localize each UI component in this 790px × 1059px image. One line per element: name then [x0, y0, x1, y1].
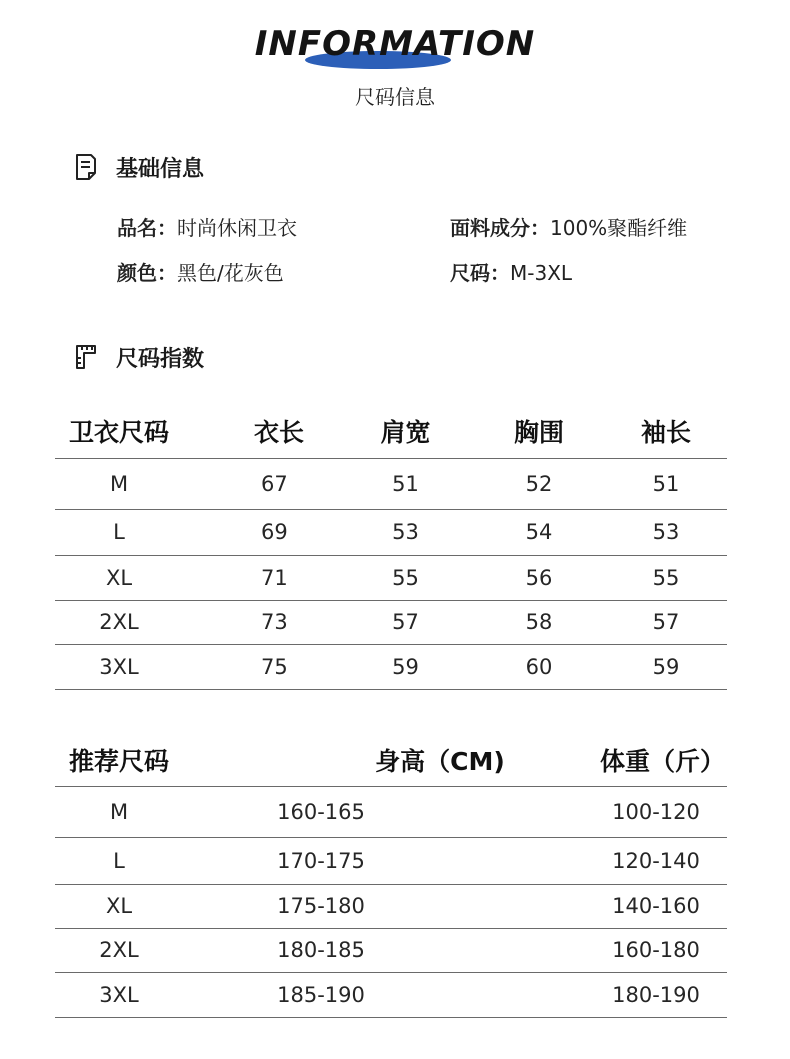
ruler-icon [74, 343, 98, 371]
table-row [55, 884, 727, 928]
table-cell: 73 [183, 600, 338, 644]
table-cell: 71 [183, 555, 338, 600]
size-table [55, 405, 727, 690]
section-basic-info [74, 151, 204, 183]
column-header: 身高（CM) [183, 734, 579, 786]
table-cell: 55 [605, 555, 727, 600]
size-range-key: 尺码： [450, 261, 510, 285]
table-row [55, 972, 727, 1017]
table-cell: 180-190 [579, 972, 727, 1017]
table-cell: 160-165 [183, 786, 579, 837]
section-heading: 基础信息 [116, 156, 205, 182]
material-value: 100%聚酯纤维 [550, 216, 688, 240]
table-cell: 51 [605, 458, 727, 509]
size-range-row [450, 257, 572, 286]
table-cell: 59 [338, 644, 473, 689]
column-header: 推荐尺码 [55, 734, 183, 786]
size-range-value: M-3XL [510, 261, 573, 285]
table-row [55, 644, 727, 689]
table-cell: 54 [473, 509, 605, 555]
table-cell: 56 [473, 555, 605, 600]
table-row [55, 837, 727, 884]
table-cell: 60 [473, 644, 605, 689]
table-cell: 59 [605, 644, 727, 689]
table-cell: 2XL [55, 928, 183, 972]
table-cell: 67 [183, 458, 338, 509]
color-row [117, 257, 284, 286]
page-header [0, 0, 790, 120]
table-cell: 175-180 [183, 884, 579, 928]
table-cell: 120-140 [579, 837, 727, 884]
document-icon [74, 153, 98, 181]
table-cell: 52 [473, 458, 605, 509]
table-cell: 180-185 [183, 928, 579, 972]
table-row [55, 458, 727, 509]
material-key: 面料成分： [450, 216, 550, 240]
table-cell: 55 [338, 555, 473, 600]
column-header: 衣长 [183, 405, 338, 458]
table-cell: 100-120 [579, 786, 727, 837]
product-name-value: 时尚休闲卫衣 [177, 216, 297, 240]
page-subtitle: 尺码信息 [355, 85, 435, 109]
table-row [55, 786, 727, 837]
table-header-row [55, 405, 727, 458]
table-cell: M [55, 786, 183, 837]
section-size-index [74, 341, 204, 373]
table-cell: 57 [605, 600, 727, 644]
table-cell: XL [55, 555, 183, 600]
page-title: INFORMATION [254, 24, 536, 64]
section-heading: 尺码指数 [116, 346, 205, 372]
material-row [450, 212, 687, 241]
color-value: 黑色/花灰色 [177, 261, 284, 285]
table-cell: 170-175 [183, 837, 579, 884]
table-cell: L [55, 837, 183, 884]
column-header: 袖长 [605, 405, 727, 458]
table-cell: 57 [338, 600, 473, 644]
table-cell: 51 [338, 458, 473, 509]
table-cell: 3XL [55, 644, 183, 689]
table-row [55, 600, 727, 644]
table-cell: 2XL [55, 600, 183, 644]
table-cell: M [55, 458, 183, 509]
product-name-key: 品名： [117, 216, 177, 240]
table-cell: L [55, 509, 183, 555]
table-cell: XL [55, 884, 183, 928]
product-name-row [117, 212, 297, 241]
recommend-size-table [55, 734, 727, 1018]
table-cell: 160-180 [579, 928, 727, 972]
color-key: 颜色： [117, 261, 177, 285]
table-header-row [55, 734, 727, 786]
table-cell: 185-190 [183, 972, 579, 1017]
column-header: 卫衣尺码 [55, 405, 183, 458]
table-cell: 53 [605, 509, 727, 555]
table-row [55, 928, 727, 972]
column-header: 肩宽 [338, 405, 473, 458]
table-cell: 69 [183, 509, 338, 555]
table-cell: 3XL [55, 972, 183, 1017]
table-row [55, 509, 727, 555]
column-header: 胸围 [473, 405, 605, 458]
table-cell: 58 [473, 600, 605, 644]
table-cell: 140-160 [579, 884, 727, 928]
column-header: 体重（斤） [579, 734, 727, 786]
table-row [55, 555, 727, 600]
table-cell: 75 [183, 644, 338, 689]
table-cell: 53 [338, 509, 473, 555]
